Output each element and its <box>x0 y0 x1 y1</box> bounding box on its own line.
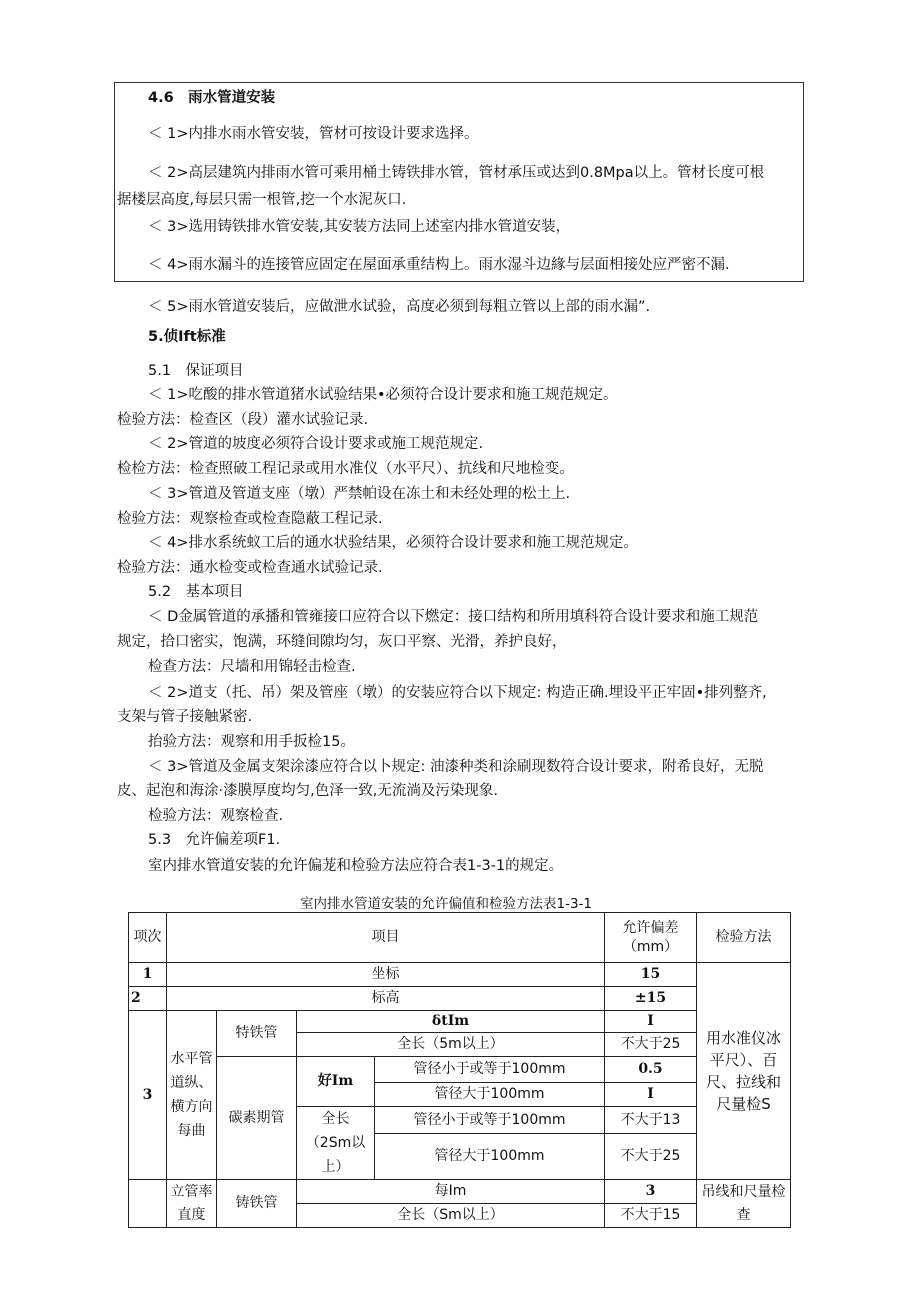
row-value: 3 <box>605 1180 697 1204</box>
paragraph-line: 规定，拾口密实，饱满，环缝间隙均匀，灰口平察、光滑，养护良好， <box>117 634 567 650</box>
section-5-2-heading: 5.2 基本项目 <box>148 584 244 600</box>
row-value: 不大于25 <box>605 1033 697 1057</box>
row-item: 坐标 <box>167 963 605 987</box>
method-cell: 用水准仪冰平尺）、百尺、拉线和尺量检S <box>697 963 791 1180</box>
table-row <box>129 1057 791 1083</box>
row-group: 立管率直度 <box>167 1180 217 1228</box>
row-subgroup: 好Im <box>297 1057 375 1107</box>
row-value: 不大于15 <box>605 1204 697 1228</box>
paragraph-line: ＜ 2>高层建筑内排雨水管可乘用桶土铸铁排水管，管材承压或达到0.8Mpa以上。管材长度可根 <box>148 165 765 181</box>
table-header-row <box>129 913 791 963</box>
paragraph-line: ＜ 3>管道及管道支座（墩）严禁帕设在冻土和未经处理的松土上. <box>148 486 571 502</box>
paragraph-line: 室内排水管道安装的允许偏茏和检验方法应符合表1-3-1的规定。 <box>148 858 564 874</box>
section-5-title: 5.侦Ift标准 <box>148 329 226 345</box>
row-material: 特铁管 <box>217 1011 297 1057</box>
header-item: 项目 <box>167 913 605 963</box>
row-index: 2 <box>129 987 167 1011</box>
section-5-3-heading: 5.3 允许偏差项F1. <box>148 832 281 848</box>
paragraph-line: ＜ 3>选用铸铁排水管安装,其安装方法同上述室内排水管道安装， <box>148 219 571 235</box>
row-item: 每Im <box>297 1180 605 1204</box>
paragraph-line: ＜ 5>雨水管道安装后，应做泄水试验，高度必须到每粗立管以上部的雨水漏”. <box>148 299 651 315</box>
table-row <box>129 1011 791 1033</box>
row-item: 管径小于或等于100mm <box>375 1107 605 1134</box>
table-row <box>129 987 791 1011</box>
row-subgroup: 全长（2Sm以上） <box>297 1107 375 1180</box>
paragraph-line: ＜ 4>排水系统蚁工后的通水状验结果，必须符合设计要求和施工规范规定。 <box>148 535 638 551</box>
paragraph-line: 检验方法：通水检变或检查通水试验记录. <box>117 560 383 576</box>
table-row <box>129 1180 791 1204</box>
paragraph-line: ＜ 1>内排水雨水管安装，管材可按设计要求选择。 <box>148 126 479 142</box>
paragraph-line: 检检方法：检查照破工程记录或用水准仪（水平尺）、抗线和尺地检变。 <box>117 461 574 477</box>
row-value: ±15 <box>605 987 697 1011</box>
header-method: 检验方法 <box>697 913 791 963</box>
header-tolerance: 允许偏差（mm） <box>605 913 697 963</box>
row-value: 不大于25 <box>605 1134 697 1180</box>
paragraph-line: 抬验方法：观察和用手扳检15。 <box>148 734 355 750</box>
table-row <box>129 963 791 987</box>
row-value: 15 <box>605 963 697 987</box>
section-5-1-heading: 5.1 保证项目 <box>148 363 244 379</box>
row-value: 不大于13 <box>605 1107 697 1134</box>
paragraph-line: ＜ 1>吃酸的排水管道猪水试验结果•必须符合设计要求和施工规范规定。 <box>148 387 618 403</box>
header-index: 项次 <box>129 913 167 963</box>
paragraph-line: 检验方法：观察检查. <box>148 808 284 824</box>
paragraph-line: 检验方法：检查区（段）灌水试验记录. <box>117 412 369 428</box>
tolerance-table <box>128 912 791 1228</box>
paragraph-line: ＜ 4>雨水漏斗的连接管应固定在屋面承重结构上。雨水湿斗边緣与层面相接处应严密不漏. <box>148 257 730 273</box>
method-cell: 吊线和尺量检查 <box>697 1180 791 1228</box>
row-index <box>129 1180 167 1228</box>
paragraph-line: 检查方法：尺墙和用锦轻击检查. <box>148 659 356 675</box>
row-index: 3 <box>129 1011 167 1180</box>
row-item: 全长（Sm以上） <box>297 1204 605 1228</box>
row-item: 标高 <box>167 987 605 1011</box>
row-value: I <box>605 1083 697 1107</box>
table-caption: 室内排水管道安装的允许偏值和检验方法表1-3-1 <box>300 896 593 912</box>
row-item: 管径大于100mm <box>375 1134 605 1180</box>
row-value: 0.5 <box>605 1057 697 1083</box>
paragraph-line: 支架与管子接触紧密. <box>117 709 253 725</box>
row-value: I <box>605 1011 697 1033</box>
row-material: 碳素期管 <box>217 1057 297 1180</box>
paragraph-line: ＜ 2>道支（托、吊）架及管座（墩）的安装应符合以下规定: 构造正确.埋设平正牢固•排列整齐, <box>148 685 767 701</box>
row-index: 1 <box>129 963 167 987</box>
section-4-6-heading: 4.6 雨水管道安装 <box>148 90 276 106</box>
row-item: δtIm <box>297 1011 605 1033</box>
paragraph-line: 检验方法：观察检查或检查隐蔽工程记录. <box>117 511 383 527</box>
paragraph-line: 皮、起泡和海涂·漆膜厚度均匀,色泽一致,无流淌及污染现象. <box>117 783 498 799</box>
row-item: 管径大于100mm <box>375 1083 605 1107</box>
paragraph-line: ＜ D金属管道的承播和管雍接口应符合以下燃定：接口结构和所用填科符合设计要求和施工规范 <box>148 609 759 625</box>
paragraph-line: ＜ 3>管道及金属支架涂漆应符合以卜规定: 油漆种类和涂刷现数符合设计要求，附希良好，无脱 <box>148 759 764 775</box>
row-group: 水平管道纵、横方向每曲 <box>167 1011 217 1180</box>
paragraph-line: ＜ 2>管道的坡度必须符合设计要求或施工规范规定. <box>148 436 484 452</box>
row-material: 铸铁管 <box>217 1180 297 1228</box>
row-item: 管径小于或等于100mm <box>375 1057 605 1083</box>
paragraph-line: 据楼层高度,每层只需一根管,挖一个水泥灰口. <box>117 192 407 208</box>
row-item: 全长（5m以上） <box>297 1033 605 1057</box>
